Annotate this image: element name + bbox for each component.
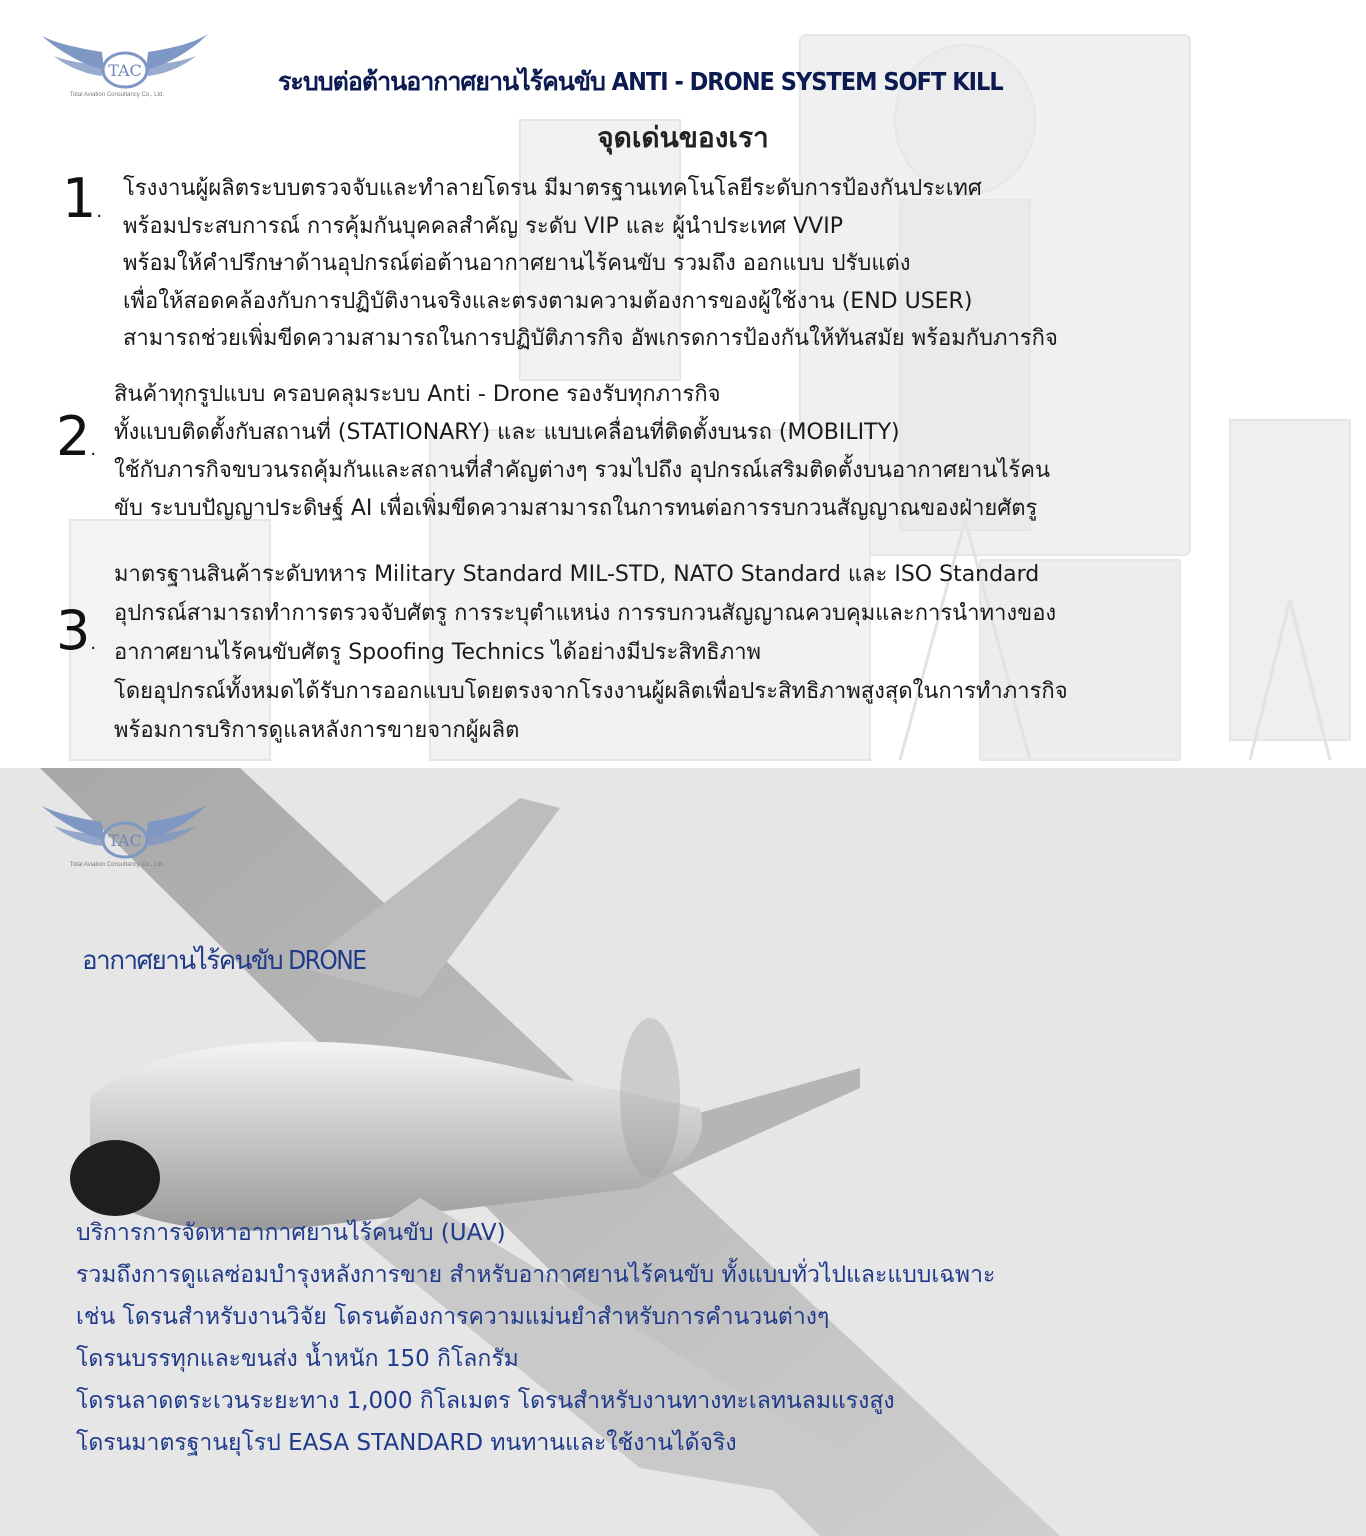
item-3-line: มาตรฐานสินค้าระดับทหาร Military Standard MIL-STD, NATO Standard และ ISO Standard [114,562,1040,587]
drone-section-title: อากาศยานไร้คนขับ DRONE [82,946,366,976]
section-subtitle: จุดเด่นของเรา [597,121,769,154]
uav-line: เช่น โดรนสำหรับงานวิจัย โดรนต้องการความแม่นยำสำหรับการคำนวนต่างๆ [76,1304,830,1330]
company-logo [42,800,212,880]
item-1-line: พร้อมประสบการณ์ การคุ้มกันบุคคลสำคัญ ระดับ VIP และ ผู้นำประเทศ VVIP [123,213,843,239]
item-1-line: พร้อมให้คำปรึกษาด้านอุปกรณ์ต่อต้านอากาศยานไร้คนขับ รวมถึง ออกแบบ ปรับแต่ง [123,251,911,276]
company-logo [42,30,212,110]
item-2-line: ใช้กับภารกิจขบวนรถคุ้มกันและสถานที่สำคัญต่างๆ รวมไปถึง อุปกรณ์เสริมติดตั้งบนอากาศยานไร้คน [114,458,1050,483]
winged-logo-icon [42,30,212,92]
item-2-line: ขับ ระบบปัญญาประดิษฐ์ AI เพื่อเพิ่มขีดความสามารถในการทนต่อการรบกวนสัญญาณของฝ่ายศัตรู [114,496,1038,521]
item-3-text [114,555,1068,750]
svg-text:TAC: TAC [108,61,142,80]
item-1-line: สามารถช่วยเพิ่มขีดความสามารถในการปฏิบัติภารกิจ อัพเกรดการป้องกันให้ทันสมัย พร้อมกับภารกิจ [123,326,1058,351]
company-name: Total Aviation Consultancy Co., Ltd. [69,862,165,868]
item-number-3: 3. [56,599,97,662]
item-2-line: สินค้าทุกรูปแบบ ครอบคลุมระบบ Anti - Drone รองรับทุกภารกิจ [114,382,721,407]
item-number-2: 2. [56,405,97,468]
company-name: Total Aviation Consultancy Co., Ltd. [69,92,165,98]
item-2-line: ทั้งแบบติดตั้งกับสถานที่ (STATIONARY) และ แบบเคลื่อนที่ติดตั้งบนรถ (MOBILITY) [114,420,900,445]
uav-line: โดรนมาตรฐานยุโรป EASA STANDARD ทนทานและใช้งานได้จริง [76,1430,737,1456]
uav-line: โดรนลาดตระเวนระยะทาง 1,000 กิโลเมตร โดรนสำหรับงานทางทะเลทนลมแรงสูง [76,1388,895,1414]
svg-text:TAC: TAC [108,831,142,850]
winged-logo-icon [42,800,212,862]
item-1-text [123,170,1058,358]
item-3-line: โดยอุปกรณ์ทั้งหมดได้รับการออกแบบโดยตรงจากโรงงานผู้ผลิตเพื่อประสิทธิภาพสูงสุดในการทำภารกิจ [114,679,1068,704]
item-number-1: 1. [62,167,103,230]
uav-line: บริการการจัดหาอากาศยานไร้คนขับ (UAV) [76,1220,506,1246]
uav-line: โดรนบรรทุกและขนส่ง น้ำหนัก 150 กิโลกรัม [76,1346,519,1372]
item-1-line: โรงงานผู้ผลิตระบบตรวจจับและทำลายโดรน มีมาตรฐานเทคโนโลยีระดับการป้องกันประเทศ [123,176,982,201]
uav-line: รวมถึงการดูแลซ่อมบำรุงหลังการขาย สำหรับอากาศยานไร้คนขับ ทั้งแบบทั่วไปและแบบเฉพาะ [76,1262,996,1288]
item-2-text [114,376,1050,528]
item-3-line: อากาศยานไร้คนขับศัตรู Spoofing Technics ได้อย่างมีประสิทธิภาพ [114,640,762,665]
item-3-line: พร้อมการบริการดูแลหลังการขายจากผู้ผลิต [114,718,520,743]
item-3-line: อุปกรณ์สามารถทำการตรวจจับศัตรู การระบุตำแหน่ง การรบกวนสัญญาณควบคุมและการนำทางของ [114,601,1057,626]
page-title: ระบบต่อต้านอากาศยานไร้คนขับ ANTI - DRONE SYSTEM SOFT KILL [278,67,1003,96]
item-1-line: เพื่อให้สอดคล้องกับการปฏิบัติงานจริงและตรงตามความต้องการของผู้ใช้งาน (END USER) [123,288,973,314]
uav-service-text [76,1212,995,1464]
